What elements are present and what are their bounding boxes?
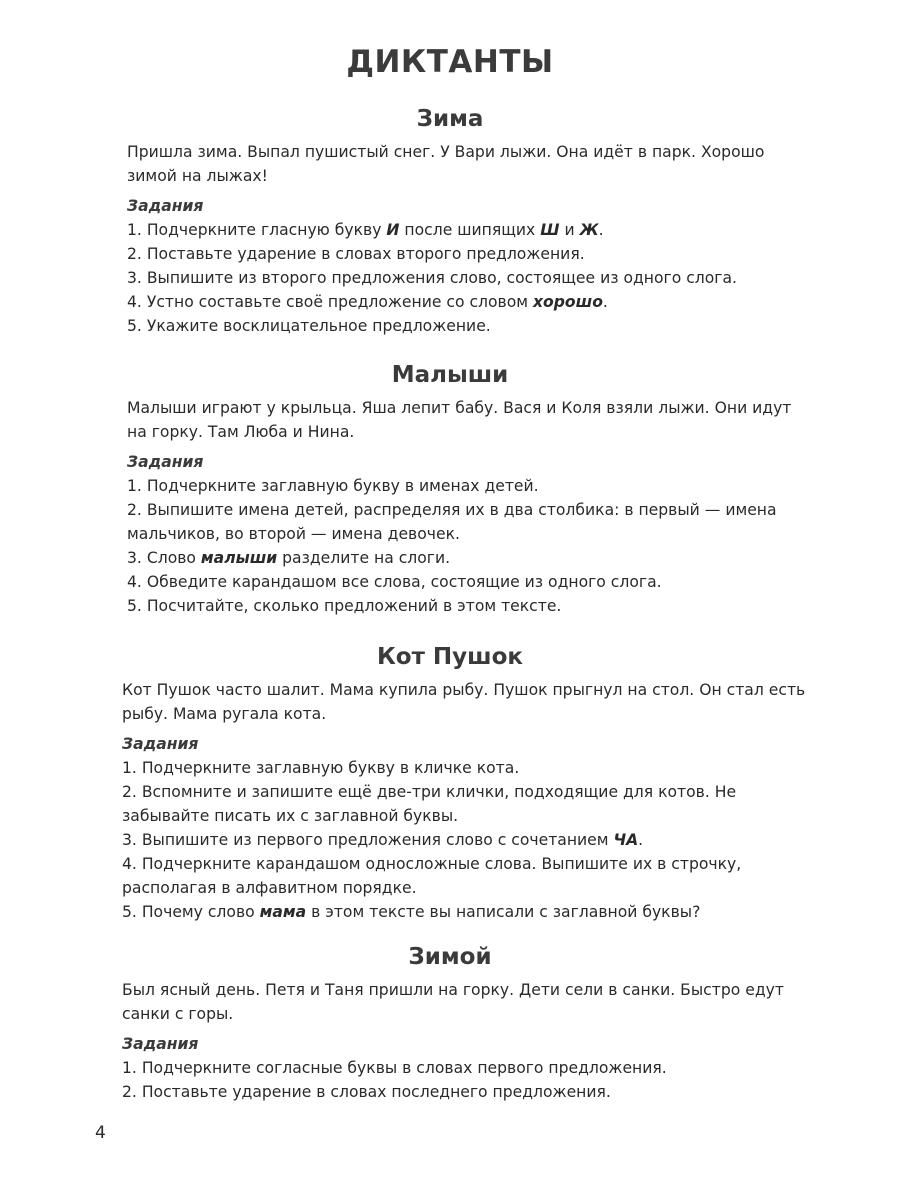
- task-list: [122, 756, 900, 924]
- tasks-label: Задания: [127, 453, 204, 471]
- task-item: 3. Выпишите из первого предложения слово с сочетанием ЧА.: [122, 831, 644, 849]
- task-item: 3. Выпишите из второго предложения слово, состоящее из одного слога.: [127, 269, 737, 287]
- task-item: 5. Почему слово мама в этом тексте вы написали с заглавной буквы?: [122, 903, 701, 921]
- task-item: 5. Посчитайте, сколько предложений в этом тексте.: [127, 597, 562, 615]
- page-title: ДИКТАНТЫ: [346, 44, 554, 80]
- task-item: 2. Вспомните и запишите ещё две-три клички, подходящие для котов. Не забывайте писать их с заглавной буквы.: [122, 783, 737, 825]
- task-list: [122, 1056, 900, 1104]
- page-number: 4: [95, 1123, 106, 1143]
- section-title: Малыши: [391, 362, 509, 388]
- dictation-text: Был ясный день. Петя и Таня пришли на горку. Дети сели в санки. Быстро едут санки с горы.: [122, 981, 784, 1023]
- tasks-label: Задания: [127, 197, 204, 215]
- task-item: 4. Устно составьте своё предложение со словом хорошо.: [127, 293, 608, 311]
- task-item: 1. Подчеркните заглавную букву в именах детей.: [127, 477, 539, 495]
- task-item: 4. Обведите карандашом все слова, состоящие из одного слога.: [127, 573, 662, 591]
- task-item: 1. Подчеркните гласную букву И после шипящих Ш и Ж.: [127, 221, 604, 239]
- task-item: 1. Подчеркните заглавную букву в кличке кота.: [122, 759, 520, 777]
- task-item: 3. Слово малыши разделите на слоги.: [127, 549, 451, 567]
- dictation-text: Кот Пушок часто шалит. Мама купила рыбу. Пушок прыгнул на стол. Он стал есть рыбу. Мама ругала кота.: [122, 681, 806, 723]
- task-list: [127, 474, 900, 618]
- section-title: Зимой: [408, 944, 492, 970]
- tasks-label: Задания: [122, 1035, 199, 1053]
- dictation-text: Пришла зима. Выпал пушистый снег. У Вари лыжи. Она идёт в парк. Хорошо зимой на лыжах!: [127, 143, 765, 185]
- task-item: 4. Подчеркните карандашом односложные слова. Выпишите их в строчку, располагая в алфавитном порядке.: [122, 855, 742, 897]
- section-zima: [0, 102, 900, 338]
- section-kot-pushok: [0, 640, 900, 924]
- task-list: [127, 218, 900, 338]
- section-zimoy: [0, 940, 900, 1104]
- task-item: 1. Подчеркните согласные буквы в словах первого предложения.: [122, 1059, 667, 1077]
- section-title: Кот Пушок: [376, 644, 524, 670]
- task-item: 5. Укажите восклицательное предложение.: [127, 317, 491, 335]
- task-item: 2. Поставьте ударение в словах второго предложения.: [127, 245, 585, 263]
- dictation-text: Малыши играют у крыльца. Яша лепит бабу. Вася и Коля взяли лыжи. Они идут на горку. Там Люба и Нина.: [127, 399, 792, 441]
- tasks-label: Задания: [122, 735, 199, 753]
- section-malyshi: [0, 358, 900, 618]
- section-title: Зима: [416, 106, 484, 132]
- task-item: 2. Выпишите имена детей, распределяя их в два столбика: в первый — имена мальчиков, во второй — имена девочек.: [127, 501, 777, 543]
- task-item: 2. Поставьте ударение в словах последнего предложения.: [122, 1083, 611, 1101]
